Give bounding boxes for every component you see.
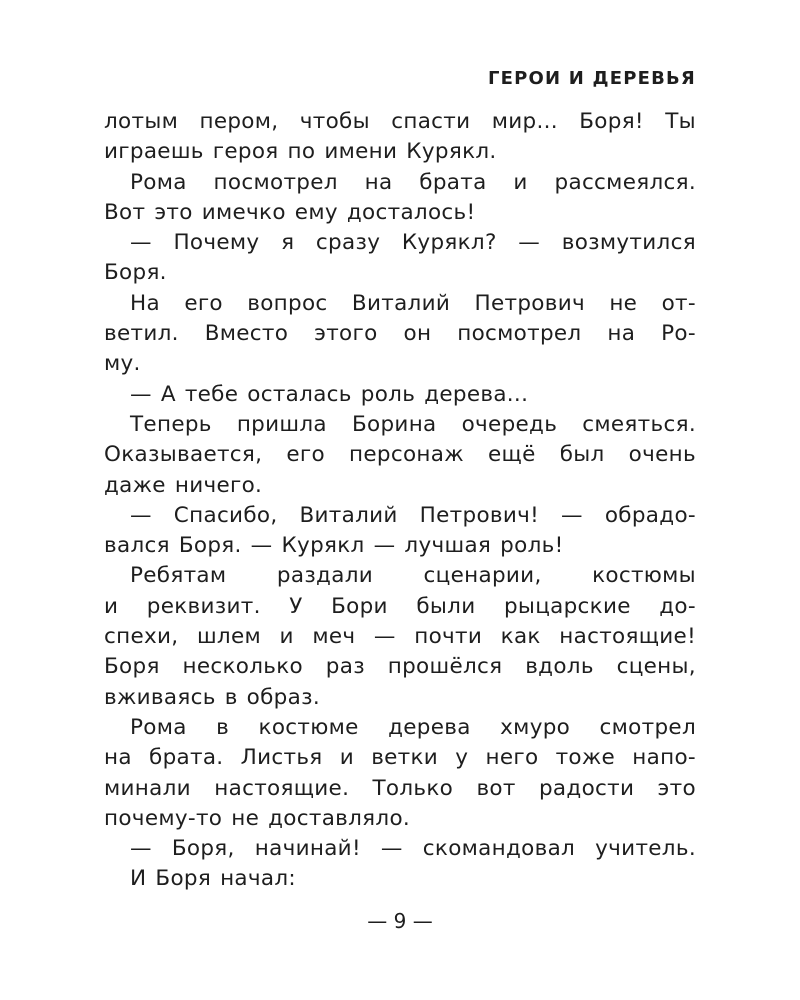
text-line: На его вопрос Виталий Петрович не от- (130, 290, 696, 316)
text-line: Рома в костюме дерева хмуро смотрел (130, 714, 696, 740)
text-line: — Спасибо, Виталий Петрович! — обрадо- (130, 502, 696, 528)
text-line: Теперь пришла Борина очередь смеяться. (130, 411, 696, 437)
text-line: Боря несколько раз прошёлся вдоль сцены, (104, 654, 696, 680)
text-line: играешь героя по имени Курякл. (104, 139, 497, 165)
text-line: Рома посмотрел на брата и рассмеялся. (130, 169, 696, 195)
running-title: ГЕРОИ И ДЕРЕВЬЯ (487, 68, 696, 89)
text-line: почему-то не доставляло. (104, 805, 411, 831)
text-line: и реквизит. У Бори были рыцарские до- (104, 593, 696, 619)
body-text (104, 107, 696, 895)
text-line: — А тебе осталась роль дерева... (130, 381, 529, 407)
text-line: И Боря начал: (130, 866, 296, 892)
text-line: Ребятам раздали сценарии, костюмы (130, 563, 696, 589)
text-line: ветил. Вместо этого он посмотрел на Ро- (104, 321, 696, 347)
text-line: спехи, шлем и меч — почти как настоящие! (104, 624, 696, 650)
page-number: — 9 — (367, 909, 433, 933)
text-line: на брата. Листья и ветки у него тоже напо- (104, 745, 696, 771)
text-line: Оказывается, его персонаж ещё был очень (104, 442, 696, 468)
text-line: лотым пером, чтобы спасти мир... Боря! Ты (104, 109, 696, 134)
text-line: даже ничего. (104, 472, 263, 498)
text-line: — Почему я сразу Курякл? — возмутился (130, 230, 696, 256)
text-line: Вот это имечко ему досталось! (104, 199, 476, 225)
text-line: вживаясь в образ. (104, 684, 320, 710)
text-line: минали настоящие. Только вот радости это (104, 775, 696, 801)
text-line: вался Боря. — Курякл — лучшая роль! (104, 533, 564, 559)
text-line: Боря. (104, 260, 167, 286)
text-line: му. (104, 351, 141, 377)
text-line: — Боря, начинай! — скомандовал учитель. (130, 836, 696, 862)
